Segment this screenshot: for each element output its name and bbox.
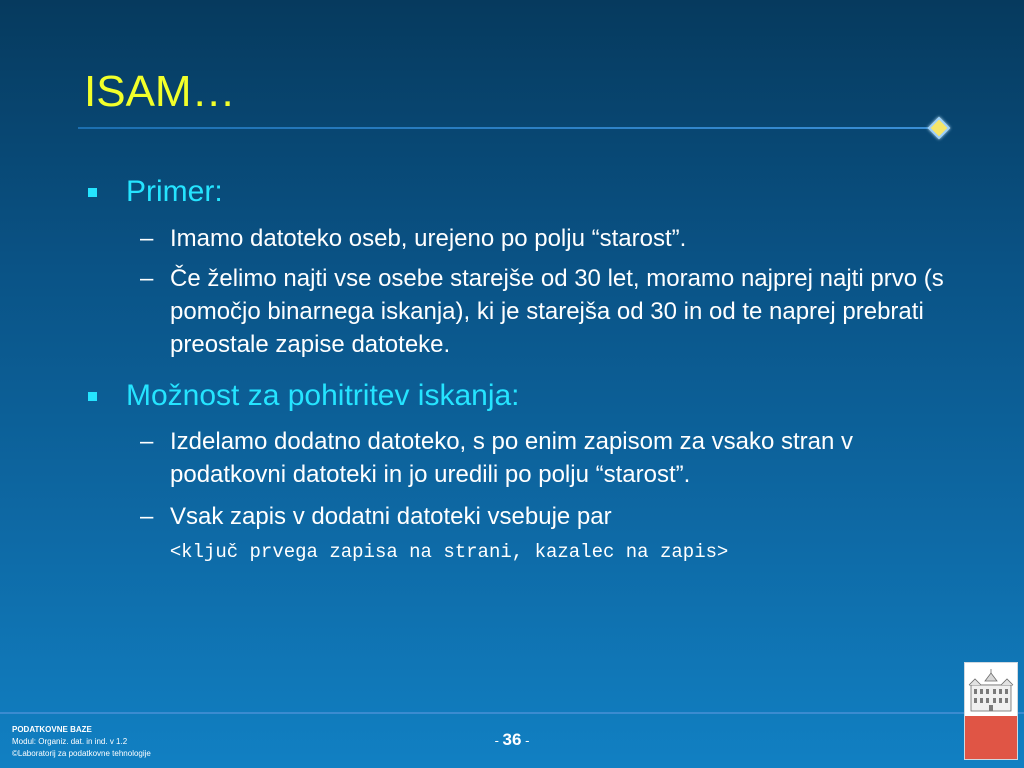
footer-divider [0, 712, 1024, 714]
logo-red-panel [965, 716, 1017, 759]
page-suffix: - [521, 733, 530, 748]
square-bullet-icon [88, 392, 97, 401]
dash-bullet-icon: – [140, 503, 154, 530]
dash-bullet-icon: – [140, 225, 154, 252]
page-number [0, 730, 1024, 750]
page-number-value: 36 [502, 730, 522, 749]
dash-bullet-icon: – [140, 428, 154, 455]
code-line [170, 540, 728, 564]
footer-module: Modul: Organiz. dat. in ind. v 1.2 [12, 737, 128, 746]
page-prefix: - [494, 733, 503, 748]
university-building-logo [964, 662, 1018, 760]
footer-copyright: ©Laboratorij za podatkovne tehnologije [12, 749, 151, 758]
sub-bullet-text: Če želimo najti vse osebe starejše od 30 let, moramo najprej najti prvo (s pomočjo binarnega iskanja), ki je starejša od 30 in od te naprej prebrati preostale zapise datoteke. [170, 265, 944, 358]
footer-course: PODATKOVNE BAZE [12, 725, 92, 734]
bullet-label: Primer: [126, 175, 223, 208]
building-icon [965, 663, 1017, 716]
sub-bullet-text: Izdelamo dodatno datoteko, s po enim zapisom za vsako stran v podatkovni datoteki in jo uredili po polju “starost”. [170, 428, 854, 488]
code-open-bracket: < [170, 541, 182, 562]
slide-title: ISAM… [84, 67, 236, 116]
sub-bullet-text: Vsak zapis v dodatni datoteki vsebuje par [170, 503, 612, 530]
sub-bullet-text: Imamo datoteko oseb, urejeno po polju “starost”. [170, 225, 687, 252]
dash-bullet-icon: – [140, 265, 154, 292]
square-bullet-icon [88, 188, 97, 197]
bullet-label: Možnost za pohitritev iskanja: [126, 379, 520, 412]
code-body: ključ prvega zapisa na strani, kazalec na zapis [181, 541, 717, 563]
code-close-bracket: > [717, 541, 729, 562]
